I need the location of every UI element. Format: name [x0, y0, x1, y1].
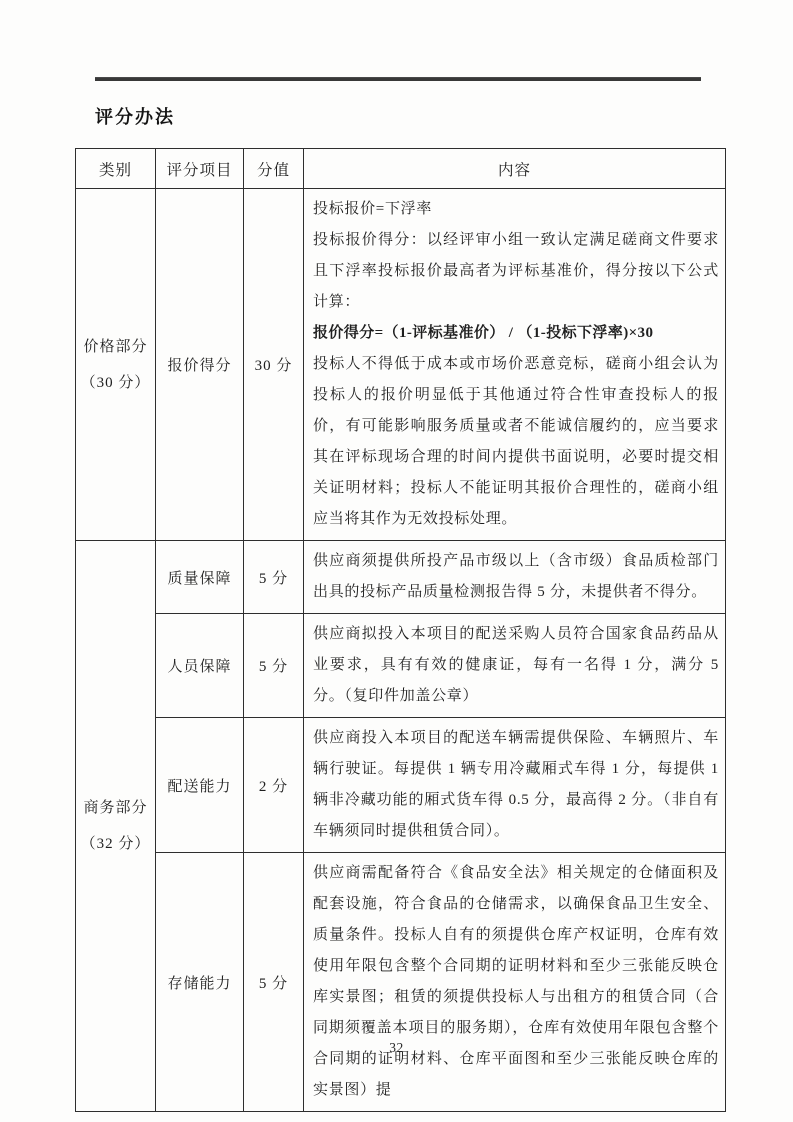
table-row-staff [76, 614, 726, 718]
page-number: 32 [389, 1040, 404, 1055]
category-score: （32 分） [80, 836, 151, 852]
content-paragraph-formula: 报价得分=（1-评标基准价） / （1-投标下浮率)×30 [313, 325, 654, 341]
header-divider-rule [95, 77, 701, 81]
content-paragraph: 供应商拟投入本项目的配送采购人员符合国家食品药品从业要求，具有有效的健康证，每有一名得 1 分，满分 5 分。（复印件加盖公章） [313, 626, 719, 704]
table-header-row [76, 149, 726, 189]
scoring-item-cell: 配送能力 [156, 718, 244, 853]
scoring-item-cell: 质量保障 [156, 541, 244, 614]
table-row-quality [76, 541, 726, 614]
scoring-item-cell: 存储能力 [156, 853, 244, 1112]
scoring-method-table [75, 148, 726, 1112]
content-cell-staff [304, 614, 726, 718]
col-header-scoring-item: 评分项目 [156, 149, 244, 189]
score-value-cell: 30 分 [244, 189, 304, 541]
content-cell-price [304, 189, 726, 541]
content-cell-quality [304, 541, 726, 614]
scoring-item-cell: 人员保障 [156, 614, 244, 718]
content-cell-delivery [304, 718, 726, 853]
content-paragraph: 供应商须提供所投产品市级以上（含市级）食品质检部门出具的投标产品质量检测报告得 5 分，未提供者不得分。 [313, 553, 719, 600]
col-header-category: 类别 [76, 149, 156, 189]
col-header-score: 分值 [244, 149, 304, 189]
content-paragraph: 供应商需配备符合《食品安全法》相关规定的仓储面积及配套设施，符合食品的仓储需求，以确保食品卫生安全、质量条件。投标人自有的须提供仓库产权证明，仓库有效使用年限包含整个合同期的证明材料和至少三张能反映仓库实景图；租赁的须提供投标人与出租方的租赁合同（合同期须覆盖本项目的服务期），仓库有效使用年限包含整个合同期的证明材料、仓库平面图和至少三张能反映仓库的实景图）提 [313, 865, 719, 1098]
scoring-item-cell: 报价得分 [156, 189, 244, 541]
content-paragraph: 投标人不得低于成本或市场价恶意竞标，磋商小组会认为投标人的报价明显低于其他通过符合性审查投标人的报价，有可能影响服务质量或者不能诚信履约的，应当要求其在评标现场合理的时间内提供书面说明，必要时提交相关证明材料；投标人不能证明其报价合理性的，磋商小组应当将其作为无效投标处理。 [313, 356, 719, 527]
category-cell-price [76, 189, 156, 541]
score-value-cell: 5 分 [244, 853, 304, 1112]
table-row-price-quote [76, 189, 726, 541]
table-row-delivery [76, 718, 726, 853]
category-score: （30 分） [80, 374, 151, 391]
page-title: 评分办法 [95, 107, 175, 127]
score-value-cell: 5 分 [244, 614, 304, 718]
content-cell-storage [304, 853, 726, 1112]
category-cell-business [76, 541, 156, 1112]
score-value-cell: 5 分 [244, 541, 304, 614]
category-name: 商务部分 [83, 800, 148, 816]
content-paragraph: 供应商投入本项目的配送车辆需提供保险、车辆照片、车辆行驶证。每提供 1 辆专用冷藏厢式车得 1 分，每提供 1 辆非冷藏功能的厢式货车得 0.5 分，最高得 2 分。（非自有车辆须同时提供租赁合同）。 [313, 730, 719, 839]
content-paragraph: 投标报价=下浮率 [313, 201, 433, 217]
col-header-content: 内容 [304, 149, 726, 189]
category-name: 价格部分 [83, 338, 148, 355]
score-value-cell: 2 分 [244, 718, 304, 853]
content-paragraph: 投标报价得分：以经评审小组一致认定满足磋商文件要求且下浮率投标报价最高者为评标基准价，得分按以下公式计算： [313, 232, 719, 310]
table-row-storage [76, 853, 726, 1112]
